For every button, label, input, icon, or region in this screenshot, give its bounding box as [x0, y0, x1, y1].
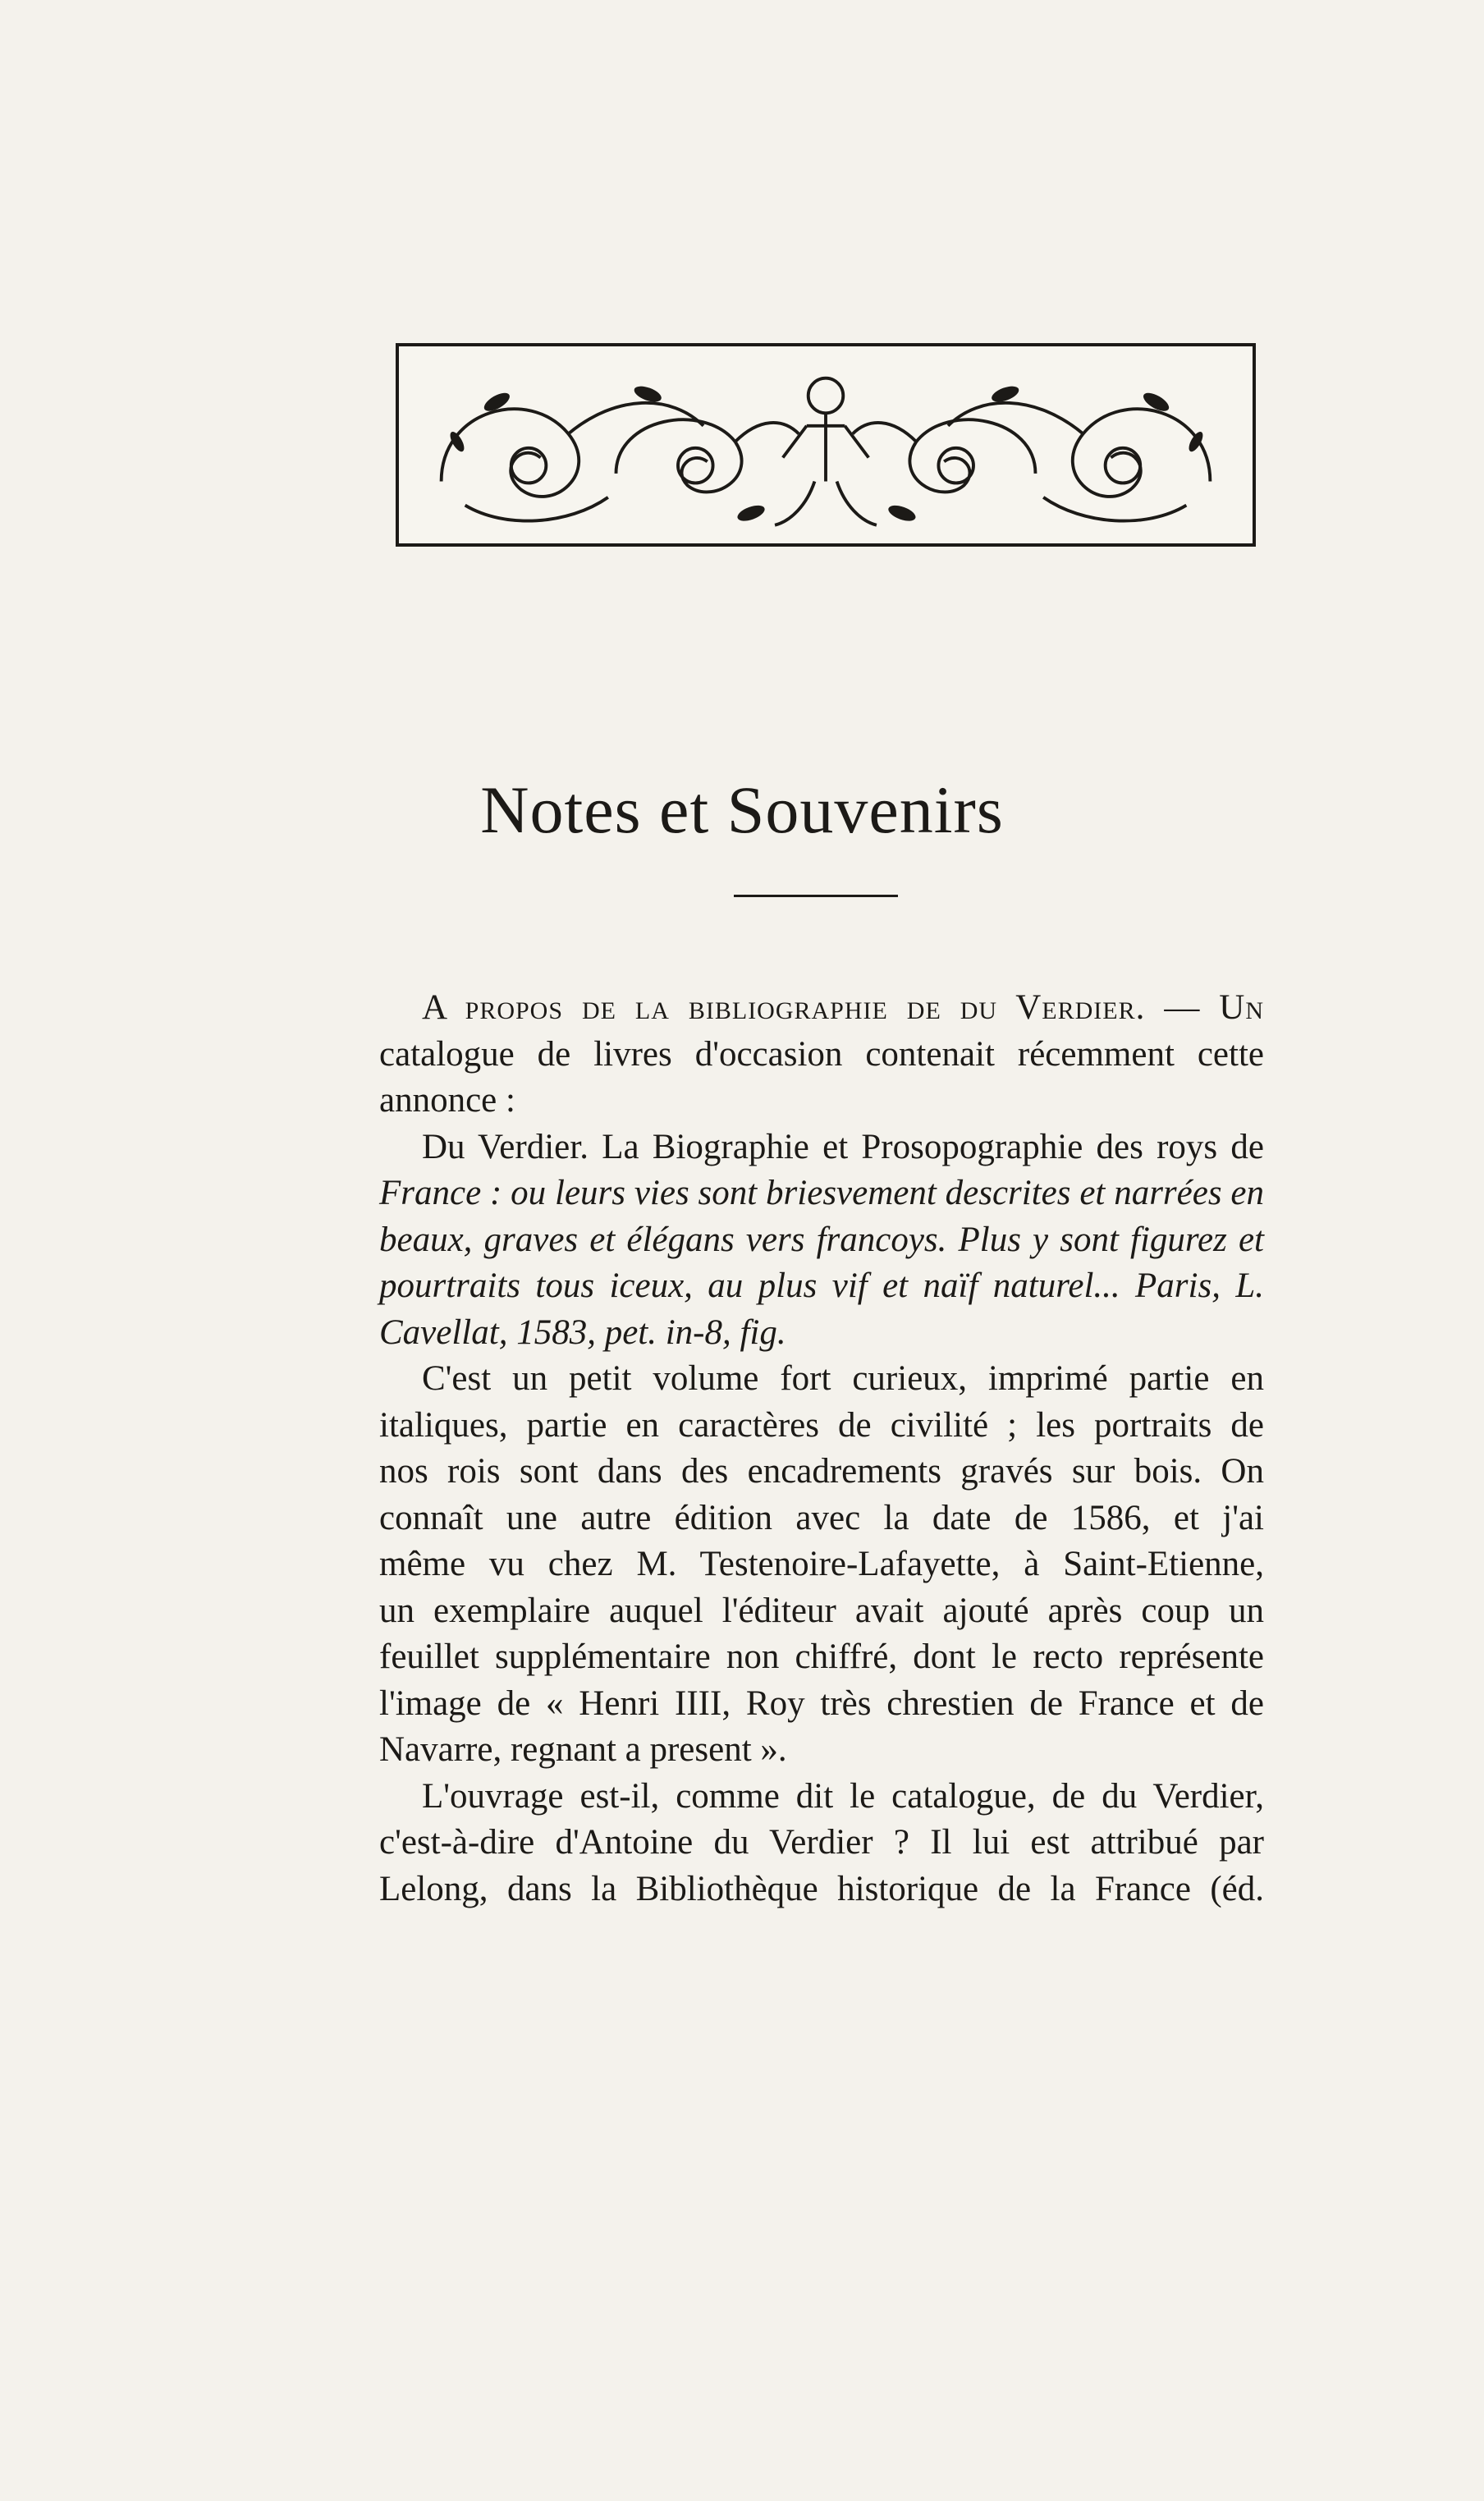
- text-line: L'ouvrage est-il, comme dit le catalogue, de du Verdier,: [422, 1776, 1264, 1816]
- text-line: un exemplaire auquel l'éditeur avait ajouté après coup un: [379, 1591, 1264, 1630]
- text-line: l'image de « Henri IIII, Roy très chrestien de France et de: [379, 1683, 1264, 1723]
- text-line: annonce :: [379, 1081, 515, 1120]
- text-line: Cavellat, 1583, pet. in-8, fig.: [379, 1312, 786, 1352]
- text-line: même vu chez M. Testenoire-Lafayette, à Saint-Etienne,: [379, 1545, 1264, 1583]
- paragraph-4: [379, 1774, 1264, 1913]
- paragraph-1: [379, 985, 1264, 1125]
- text-line: c'est-à-dire d'Antoine du Verdier ? Il lui est attribué par: [379, 1823, 1264, 1862]
- text-line: catalogue de livres d'occasion contenait récemment cette: [379, 1034, 1264, 1074]
- text-line: Navarre, regnant a present ».: [379, 1730, 787, 1769]
- page-title: Notes et Souvenirs: [480, 772, 1004, 847]
- body-text: [379, 985, 1264, 1912]
- paragraph-3: [379, 1356, 1264, 1774]
- title-rule: [734, 895, 898, 897]
- paragraph-2: [379, 1125, 1264, 1357]
- text-line: A propos de la bibliographie de du Verdier. — Un: [422, 988, 1264, 1027]
- foliage-scroll-icon: [399, 346, 1253, 543]
- text-line: connaît une autre édition avec la date de 1586, et j'ai: [379, 1498, 1264, 1537]
- text-line: feuillet supplémentaire non chiffré, dont le recto représente: [379, 1638, 1264, 1676]
- text-line: nos rois sont dans des encadrements gravés sur bois. On: [379, 1452, 1264, 1491]
- headpiece-ornament: [396, 343, 1256, 547]
- text-line: beaux, graves et élégans vers francoys. Plus y sont figurez et: [379, 1220, 1264, 1259]
- text-line: Du Verdier. La Biographie et Prosopographie des roys de: [422, 1127, 1264, 1166]
- text-line: pourtraits tous iceux, au plus vif et naïf naturel... Paris, L.: [379, 1267, 1264, 1305]
- text-line: C'est un petit volume fort curieux, imprimé partie en: [422, 1359, 1264, 1398]
- text-line: France : ou leurs vies sont briesvement descrites et narrées en: [379, 1174, 1264, 1212]
- text-line: italiques, partie en caractères de civilité ; les portraits de: [379, 1405, 1264, 1445]
- text-line: Lelong, dans la Bibliothèque historique de la France (éd.: [379, 1869, 1264, 1908]
